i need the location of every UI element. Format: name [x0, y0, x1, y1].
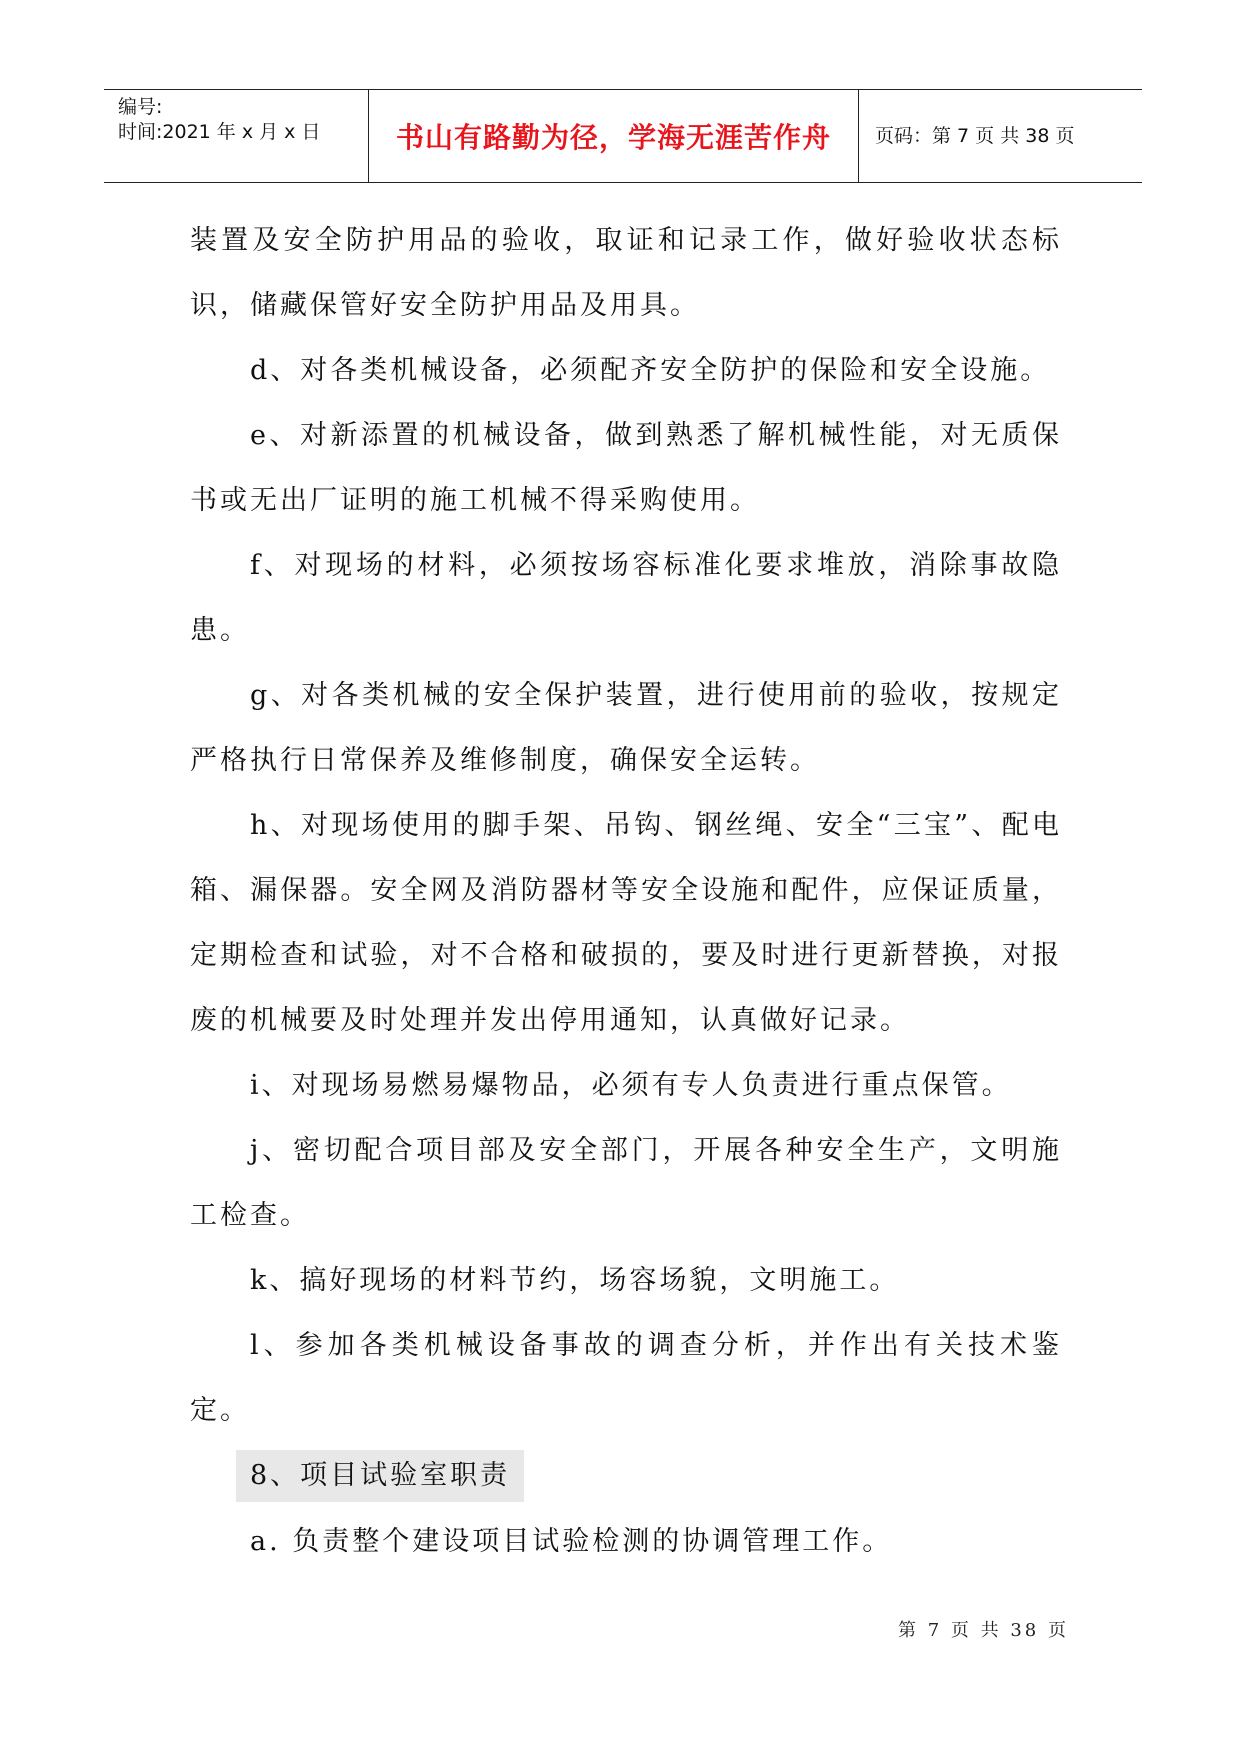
paragraph: k、搞好现场的材料节约，场容场貌，文明施工。	[250, 1265, 900, 1296]
paragraph: f、对现场的材料，必须按场容标准化要求堆放，消除事故隐患。	[190, 550, 1062, 646]
paragraph: e、对新添置的机械设备，做到熟悉了解机械性能，对无质保书或无出厂证明的施工机械不得采购使用。	[190, 420, 1062, 516]
page-footer: 第 7 页 共 38 页	[898, 1620, 1069, 1641]
paragraph: g、对各类机械的安全保护装置，进行使用前的验收，按规定严格执行日常保养及维修制度，确保安全运转。	[190, 680, 1062, 776]
paragraph: h、对现场使用的脚手架、吊钩、钢丝绳、安全“三宝”、配电箱、漏保器。安全网及消防器材等安全设施和配件，应保证质量，定期检查和试验，对不合格和破损的，要及时进行更新替换，对报废的机械要及时处理并发出停用通知，认真做好记录。	[190, 810, 1062, 1036]
header-motto: 书山有路勤为径，学海无涯苦作舟	[395, 121, 831, 154]
header-meta-cell	[104, 90, 369, 182]
section-heading: 8、项目试验室职责	[236, 1450, 524, 1502]
serial-number-label: 编号:	[118, 96, 163, 118]
header-motto-cell	[369, 90, 859, 182]
header-page-cell	[859, 90, 1142, 182]
paragraph: j、密切配合项目部及安全部门，开展各种安全生产，文明施工检查。	[190, 1135, 1062, 1231]
date-label: 时间:2021 年 x 月 x 日	[118, 121, 321, 143]
paragraph: i、对现场易燃易爆物品，必须有专人负责进行重点保管。	[250, 1070, 1012, 1101]
paragraph: a. 负责整个建设项目试验检测的协调管理工作。	[250, 1526, 893, 1557]
page-header	[104, 89, 1142, 183]
paragraph: 装置及安全防护用品的验收，取证和记录工作，做好验收状态标识，储藏保管好安全防护用品及用具。	[190, 225, 1062, 321]
paragraph: l、参加各类机械设备事故的调查分析，并作出有关技术鉴定。	[190, 1330, 1062, 1426]
paragraph: d、对各类机械设备，必须配齐安全防护的保险和安全设施。	[250, 355, 1051, 386]
header-page-info: 页码：第 7 页 共 38 页	[875, 124, 1075, 147]
document-body	[190, 208, 1062, 1574]
